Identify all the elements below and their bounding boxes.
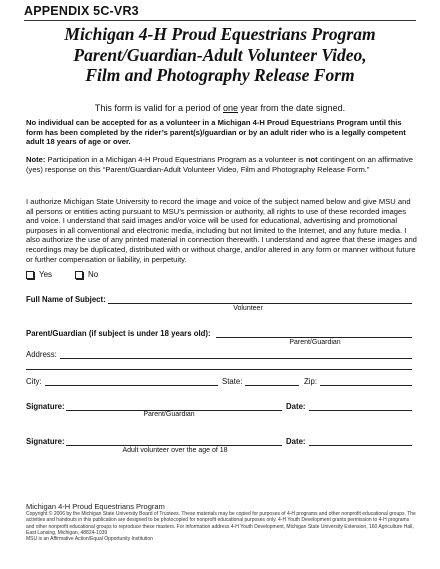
validity-emphasis: one — [222, 103, 239, 113]
note-paragraph: Note: Participation in a Michigan 4-H Proud Equestrians Program as a volunteer is not contingent on an affirmative (yes) response on this “Parent/Guardian-Adult Volunteer Video, Film and Photography Release Form.” — [26, 155, 413, 174]
state-label: State: — [222, 377, 243, 386]
parent-guardian-label: Parent/Guardian (if subject is under 18 years old): — [26, 329, 211, 338]
footer-program-name: Michigan 4-H Proud Equestrians Program — [26, 502, 165, 511]
full-name-field[interactable] — [108, 303, 412, 304]
footer-eeo: MSU is an Affirmative Action/Equal Opportunity Institution — [26, 536, 153, 543]
address-label: Address: — [26, 350, 57, 359]
title-line-3: Film and Photography Release Form — [85, 65, 355, 85]
parent-guardian-field[interactable] — [216, 337, 412, 338]
notice-paragraph: No individual can be accepted for as a volunteer in a Michigan 4-H Proud Equestrians Program until this form has been completed by the rider’s parent(s)/guardian or by an adult rider who is a legally competent adult 18 years of age or over. — [26, 118, 406, 147]
address-field[interactable] — [60, 358, 412, 359]
signature-1-caption: Parent/Guardian — [143, 411, 195, 418]
zip-field[interactable] — [320, 385, 412, 386]
footer-copyright: Copyright © 2006 by the Michigan State University Board of Trustees. These materials may be copied for purposes of 4-H programs and other nonprofit educational groups. The activities and handouts in this publication are designed to be photocopied for nonprofit educational purposes only. 4-H Youth Development grants permission to 4-H programs and other nonprofit educational groups to reproduce these masters. For information address 4-H Youth Development, Michigan State University Extension, 160 Agriculture Hall, East Lansing, Michigan, 48824-1039 MSU is an Affirmative Action/Equal Opportunity Institution — [26, 511, 418, 542]
full-name-label: Full Name of Subject: — [26, 295, 106, 304]
signature-1-label: Signature: — [26, 402, 65, 411]
yes-checkbox[interactable] — [26, 270, 52, 279]
date-1-label: Date: — [286, 402, 306, 411]
checkbox-box[interactable] — [26, 271, 34, 279]
validity-statement: This form is valid for a period of one year from the date signed. — [94, 103, 346, 113]
appendix-label: APPENDIX 5C-VR3 — [24, 4, 139, 18]
header-rule — [24, 20, 416, 21]
date-2-field[interactable] — [309, 445, 412, 446]
checkbox-box[interactable] — [75, 271, 83, 279]
date-1-field[interactable] — [309, 410, 412, 411]
signature-2-label: Signature: — [26, 437, 65, 446]
signature-2-caption: Adult volunteer over the age of 18 — [122, 447, 228, 454]
note-label: Note: — [26, 155, 46, 164]
title-line-1: Michigan 4-H Proud Equestrians Program — [64, 24, 376, 44]
state-field[interactable] — [245, 385, 299, 386]
note-emphasis: not — [305, 155, 318, 164]
zip-label: Zip: — [304, 377, 317, 386]
yes-label: Yes — [39, 270, 53, 279]
no-checkbox[interactable] — [75, 270, 98, 279]
date-2-label: Date: — [286, 437, 306, 446]
volunteer-caption: Volunteer — [233, 305, 263, 312]
address-field-line-2[interactable] — [26, 369, 412, 370]
city-label: City: — [26, 377, 42, 386]
authorization-paragraph: I authorize Michigan State University to record the image and voice of the subject named below and give MSU and all persons or entities acting pursuant to MSU’s permission or authority, all rights to use of these recorded images and voice. I understand that said images and/or voice will be used for educational, advertising and promotional purposes in all conventional and electronic media, including but not limited to the Internet, and any future media. I also authorize the use of any printed material in connection therewith. I understand and agree that these images and recordings may be duplicated, distributed with or without charge, and/or altered in any form or manner without future or further compensation or liability, in perpetuity. — [26, 197, 417, 264]
parent-guardian-caption: Parent/Guardian — [289, 339, 341, 346]
no-label: No — [88, 270, 99, 279]
city-field[interactable] — [45, 385, 218, 386]
signature-2-field[interactable] — [66, 445, 282, 446]
title-line-2: Parent/Guardian-Adult Volunteer Video, — [73, 44, 367, 65]
form-title — [0, 24, 440, 86]
